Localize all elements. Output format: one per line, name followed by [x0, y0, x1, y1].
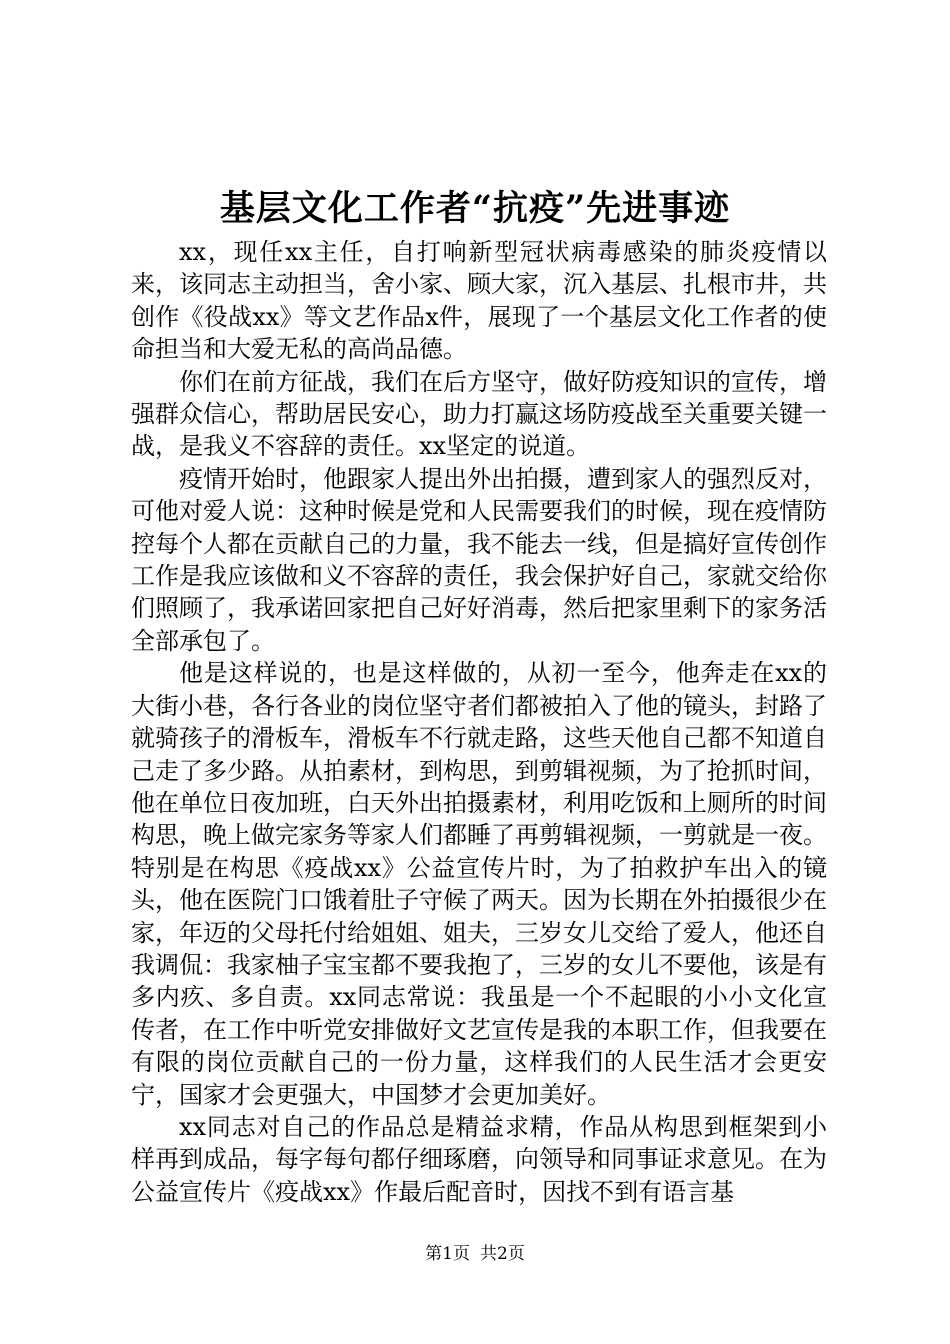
document-title: 基层文化工作者“抗疫”先进事迹	[219, 188, 731, 229]
paragraph-1: xx，现任xx主任，自打响新型冠状病毒感染的肺炎疫情以来，该同志主动担当，舍小家、顾大家，沉入基层、扎根市井，共创作《役战xx》等文艺作品x件，展现了一个基层文化工作者的使命担当和大爱无私的高尚品德。	[131, 238, 827, 364]
paragraph-3: 疫情开始时，他跟家人提出外出拍摄，遭到家人的强烈反对，可他对爱人说：这种时候是党和人民需要我们的时候，现在疫情防控每个人都在贡献自己的力量，我不能去一线，但是搞好宣传创作工作是我应该做和义不容辞的责任，我会保护好自己，家就交给你们照顾了，我承诺回家把自己好好消毒，然后把家里剩下的家务活全部承包了。	[131, 464, 827, 655]
paragraph-4: 他是这样说的，也是这样做的，从初一至今，他奔走在xx的大街小巷，各行各业的岗位坚守者们都被拍入了他的镜头，封路了就骑孩子的滑板车，滑板车不行就走路，这些天他自己都不知道自己走了多少路。从拍素材，到构思，到剪辑视频，为了抢抓时间，他在单位日夜加班，白天外出拍摄素材，利用吃饭和上厕所的时间构思，晚上做完家务等家人们都睡了再剪辑视频，一剪就是一夜。特别是在构思《疫战xx》公益宣传片时，为了拍救护车出入的镜头，他在医院门口饿着肚子守候了两天。因为长期在外拍摄很少在家，年迈的父母托付给姐姐、姐夫，三岁女儿交给了爱人，他还自我调侃：我家柚子宝宝都不要我抱了，三岁的女儿不要他，该是有多内疚、多自责。xx同志常说：我虽是一个不起眼的小小文化宣传者，在工作中听党安排做好文艺宣传是我的本职工作，但我要在有限的岗位贡献自己的一份力量，这样我们的人民生活才会更安宁，国家才会更强大，中国梦才会更加美好。	[131, 659, 827, 1109]
page-footer	[0, 1242, 950, 1266]
paragraph-5: xx同志对自己的作品总是精益求精，作品从构思到框架到小样再到成品，每字每句都仔细琢磨，向领导和同事证求意见。在为公益宣传片《疫战xx》作最后配音时，因找不到有语言基	[131, 1112, 827, 1206]
document-body	[131, 236, 827, 1208]
page-total: 共2页	[480, 1244, 525, 1264]
page-number: 第1页	[425, 1244, 470, 1264]
paragraph-2: 你们在前方征战，我们在后方坚守，做好防疫知识的宣传，增强群众信心，帮助居民安心，助力打赢这场防疫战至关重要关键一战，是我义不容辞的责任。xx坚定的说道。	[131, 367, 827, 461]
